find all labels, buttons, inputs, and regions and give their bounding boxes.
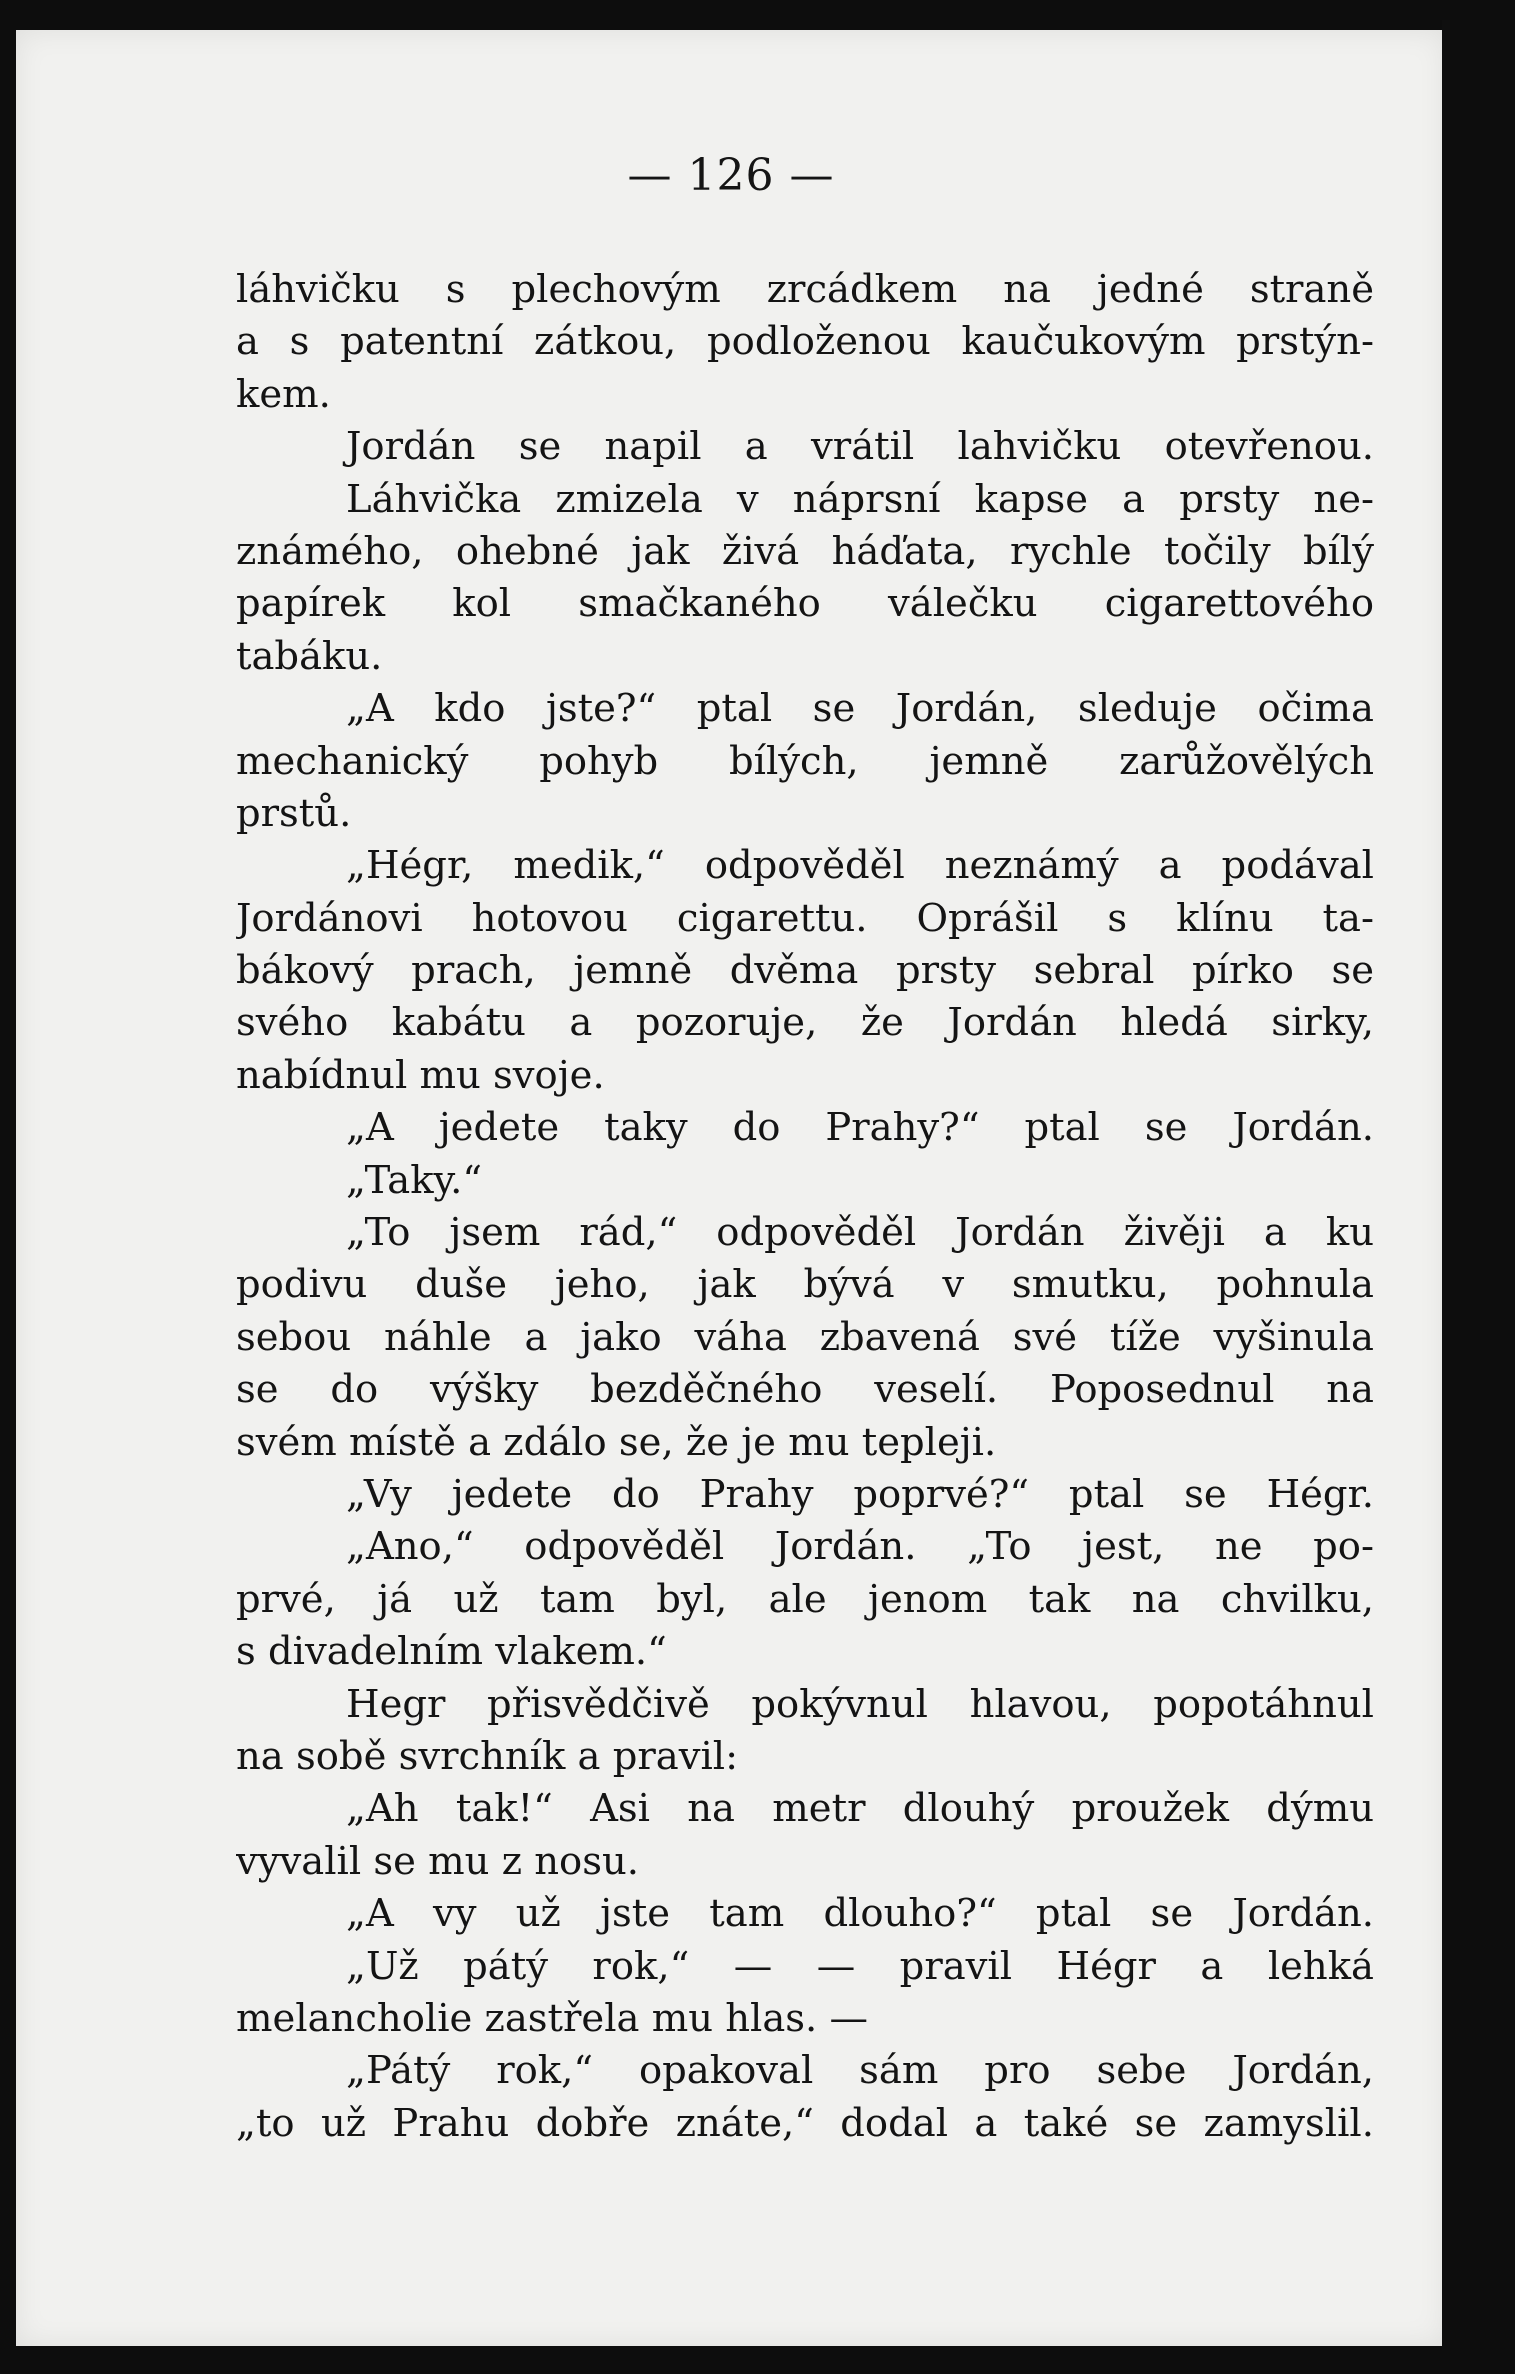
- text-line: „Pátý rok,“ opakoval sám pro sebe Jordán,: [346, 2048, 1374, 2094]
- book-page: [16, 30, 1446, 2346]
- text-line: „To jsem rád,“ odpověděl Jordán živěji a ku: [346, 1210, 1374, 1256]
- text-line: s divadelním vlakem.“: [236, 1629, 667, 1675]
- text-line: se do výšky bezděčného veselí. Poposednul na: [236, 1367, 1374, 1413]
- text-line: známého, ohebné jak živá háďata, rychle točily bílý: [236, 528, 1374, 574]
- text-line: podivu duše jeho, jak bývá v smutku, pohnula: [236, 1262, 1374, 1308]
- text-line: papírek kol smačkaného válečku cigarettového: [236, 581, 1374, 627]
- text-line: „Taky.“: [346, 1157, 483, 1203]
- text-line: tabáku.: [236, 633, 383, 679]
- text-line: Jordán se napil a vrátil lahvičku otevřenou.: [346, 424, 1374, 470]
- text-line: „A jedete taky do Prahy?“ ptal se Jordán.: [346, 1105, 1374, 1151]
- page-edge-shadow: [1442, 20, 1450, 2350]
- text-line: „A vy už jste tam dlouho?“ ptal se Jordán.: [346, 1891, 1374, 1937]
- text-line: „Hégr, medik,“ odpověděl neznámý a podával: [346, 843, 1374, 889]
- text-line: vyvalil se mu z nosu.: [236, 1838, 639, 1884]
- text-line: svém místě a zdálo se, že je mu tepleji.: [236, 1419, 997, 1465]
- text-line: Láhvička zmizela v náprsní kapse a prsty ne-: [346, 476, 1374, 522]
- text-line: „Ano,“ odpověděl Jordán. „To jest, ne po-: [346, 1524, 1374, 1570]
- text-line: láhvičku s plechovým zrcádkem na jedné straně: [236, 267, 1374, 312]
- text-line: „A kdo jste?“ ptal se Jordán, sleduje očima: [346, 686, 1374, 732]
- text-line: sebou náhle a jako váha zbavená své tíže vyšinula: [236, 1314, 1374, 1360]
- text-line: prvé, já už tam byl, ale jenom tak na chvilku,: [236, 1576, 1374, 1622]
- text-line: Hegr přisvědčivě pokývnul hlavou, popotáhnul: [346, 1681, 1374, 1727]
- text-line: svého kabátu a pozoruje, že Jordán hledá sirky,: [236, 1000, 1374, 1046]
- text-line: „Ah tak!“ Asi na metr dlouhý proužek dýmu: [346, 1786, 1374, 1832]
- text-line: melancholie zastřela mu hlas. —: [236, 1995, 869, 2041]
- text-line: „Už pátý rok,“ — — pravil Hégr a lehká: [346, 1943, 1374, 1989]
- text-line: kem.: [236, 371, 331, 417]
- text-line: bákový prach, jemně dvěma prsty sebral pírko se: [236, 948, 1374, 994]
- page-number: — 126 —: [627, 150, 835, 201]
- text-line: „Vy jedete do Prahy poprvé?“ ptal se Hégr.: [346, 1471, 1374, 1517]
- text-line: Jordánovi hotovou cigarettu. Oprášil s klínu ta-: [236, 895, 1374, 941]
- text-line: „to už Prahu dobře znáte,“ dodal a také se zamyslil.: [236, 2100, 1374, 2146]
- text-line: nabídnul mu svoje.: [236, 1052, 605, 1098]
- text-line: mechanický pohyb bílých, jemně zarůžovělých: [236, 738, 1374, 784]
- text-line: prstů.: [236, 790, 352, 836]
- body-text: [236, 264, 1374, 2150]
- text-line: a s patentní zátkou, podloženou kaučukovým prstýn-: [236, 319, 1374, 365]
- text-line: na sobě svrchník a pravil:: [236, 1733, 739, 1779]
